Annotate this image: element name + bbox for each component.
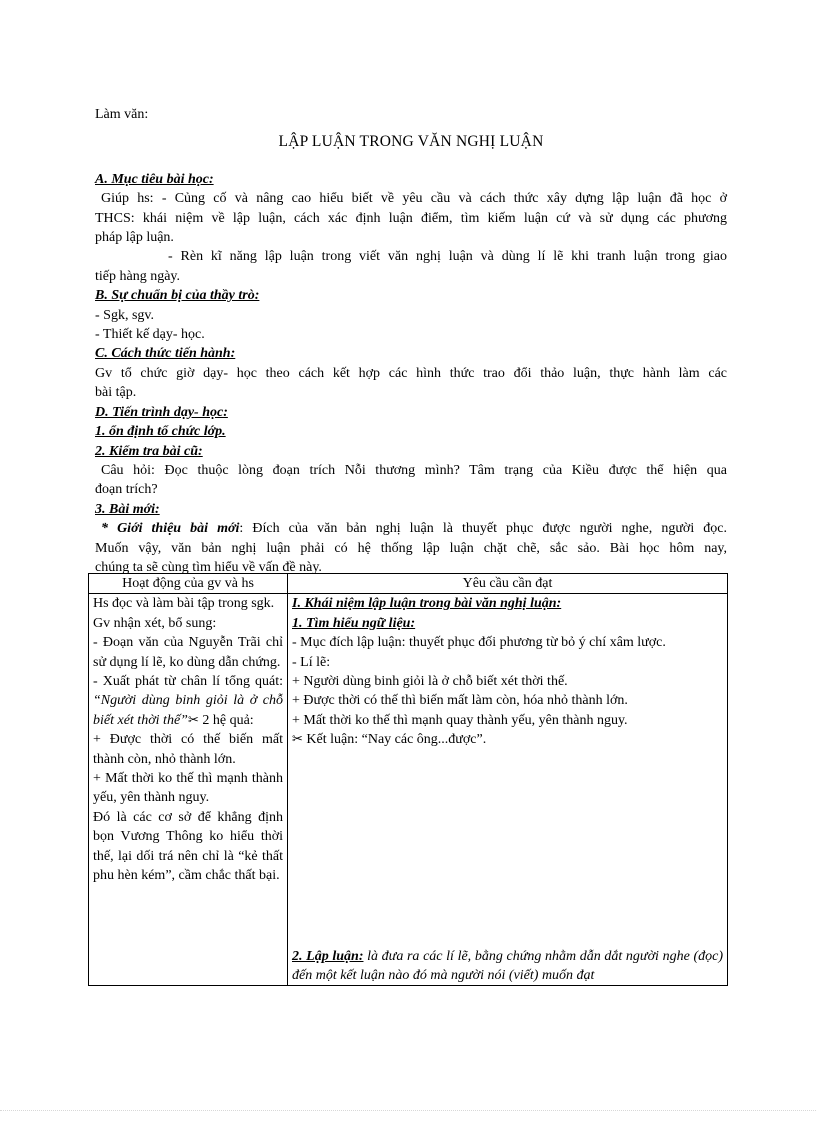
activity-line: Đó là các cơ sở để khẳng định bọn Vương Thông ko hiểu thời thế, lại dối trá nên chỉ là “kẻ thất phu hèn kém”, cầm chắc thất bại. (93, 809, 283, 884)
intro-label: * Giới thiệu bài mới (101, 521, 240, 537)
question-line-1: Câu hỏi: Đọc thuộc lòng đoạn trích Nỗi thương mình? Tâm trạng của Kiều được thể hiện qua (101, 462, 727, 478)
objective-line-3: pháp lập luận. (95, 230, 174, 246)
requirement-heading-1: I. Khái niệm lập luận trong bài văn nghị luận: (292, 596, 562, 612)
activity-line: Gv nhận xét, bổ sung: (93, 615, 217, 631)
activity-line: - Xuất phát từ chân lí tổng quát: “Người dùng binh giỏi là ở chỗ biết xét thời thế”✂ 2 hệ quả: (93, 674, 283, 728)
requirements-cell (288, 594, 728, 986)
method-line-2: bài tập. (95, 385, 137, 401)
header-requirements: Yêu cầu cần đạt (288, 574, 728, 594)
requirement-line: + Được thời có thế thì biến mất làm còn, hóa nhỏ thành lớn. (292, 693, 628, 709)
intro-text-1: : Đích của văn bản nghị luận là thuyết phục được người nghe, người đọc. (239, 521, 727, 537)
header-activities: Hoạt động của gv và hs (89, 574, 288, 594)
table-row (89, 594, 728, 986)
objective-skill-line-2: tiếp hàng ngày. (95, 268, 181, 284)
requirement-line: + Người dùng binh giỏi là ở chỗ biết xét thời thế. (292, 674, 568, 690)
objective-skill-line-1: - Rèn kĩ năng lập luận trong viết văn nghị luận và dùng lí lẽ khi tranh luận trong giao (168, 249, 727, 265)
page-edge (0, 1110, 816, 1111)
method-line-1: Gv tổ chức giờ dạy- học theo cách kết hợp các hình thức trao đổi thảo luận, thực hành làm các (95, 365, 727, 381)
activity-line: - Đoạn văn của Nguyễn Trãi chỉ sử dụng lí lẽ, ko dùng dẫn chứng. (93, 635, 283, 670)
requirement-line: ✂ Kết luận: “Nay các ông...được”. (292, 732, 487, 748)
page-title: LẬP LUẬN TRONG VĂN NGHỊ LUẬN (278, 133, 544, 151)
requirement-heading-2: 1. Tìm hiểu ngữ liệu: (292, 615, 416, 631)
prep-item: - Thiết kế dạy- học. (95, 327, 205, 343)
section-d-heading: D. Tiến trình dạy- học: (95, 404, 228, 420)
step-2-heading: 2. Kiểm tra bài cũ: (95, 443, 203, 459)
section-b-heading: B. Sự chuẩn bị của thầy trò: (95, 288, 260, 304)
table-header-row (89, 574, 728, 594)
quote: “Người dùng binh giỏi là ở chỗ biết xét thời thế” (93, 693, 283, 728)
document-body (95, 105, 727, 577)
requirement-line: - Mục đích lập luận: thuyết phục đối phương từ bỏ ý chí xâm lược. (292, 635, 666, 651)
scissors-icon: ✂ (292, 732, 303, 748)
requirement-heading-3: 2. Lập luận: (292, 948, 364, 964)
activity-line: Hs đọc và làm bài tập trong sgk. (93, 596, 275, 612)
intro-line-2: Muốn vậy, văn bản nghị luận phải có hệ thống lập luận chặt chẽ, sắc sảo. Bài học hôm nay, (95, 540, 727, 556)
intro-line-3: chúng ta sẽ cùng tìm hiểu về vấn đề này. (95, 559, 322, 575)
subject-label: Làm văn: (95, 107, 149, 122)
section-c-heading: C. Cách thức tiến hành: (95, 346, 236, 362)
requirement-line: + Mất thời ko thế thì mạnh quay thành yếu, yên thành nguy. (292, 712, 628, 728)
activities-cell (89, 594, 288, 986)
cell-spacer (292, 750, 723, 947)
step-3-heading: 3. Bài mới: (95, 501, 160, 517)
prep-item: - Sgk, sgv. (95, 307, 154, 323)
definition-text: là đưa ra các lí lẽ, bằng chứng nhằm dẫn dắt người nghe (đọc) đến một kết luận nào đó mà người nói (viết) muốn đạt (292, 948, 723, 984)
lesson-table (88, 573, 728, 986)
scissors-icon: ✂ (187, 712, 199, 728)
section-a-heading: A. Mục tiêu bài học: (95, 171, 214, 187)
step-1-heading: 1. ổn định tổ chức lớp. (95, 424, 226, 440)
question-line-2: đoạn trích? (95, 482, 158, 498)
requirement-line: - Lí lẽ: (292, 654, 331, 670)
objective-line-1: Giúp hs: - Củng cố và nâng cao hiểu biết về yêu cầu và cách thức xây dựng lập luận đã học ở (101, 191, 727, 207)
intro-line-1 (95, 519, 727, 538)
objective-line-2: THCS: khái niệm về lập luận, cách xác định luận điểm, tìm kiếm luận cứ và sử dụng các phương (95, 210, 727, 226)
activity-line: + Mất thời ko thế thì mạnh thành yếu, yên thành nguy. (93, 771, 283, 806)
activity-line: + Được thời có thế biến mất thành còn, nhỏ thành lớn. (93, 732, 283, 767)
